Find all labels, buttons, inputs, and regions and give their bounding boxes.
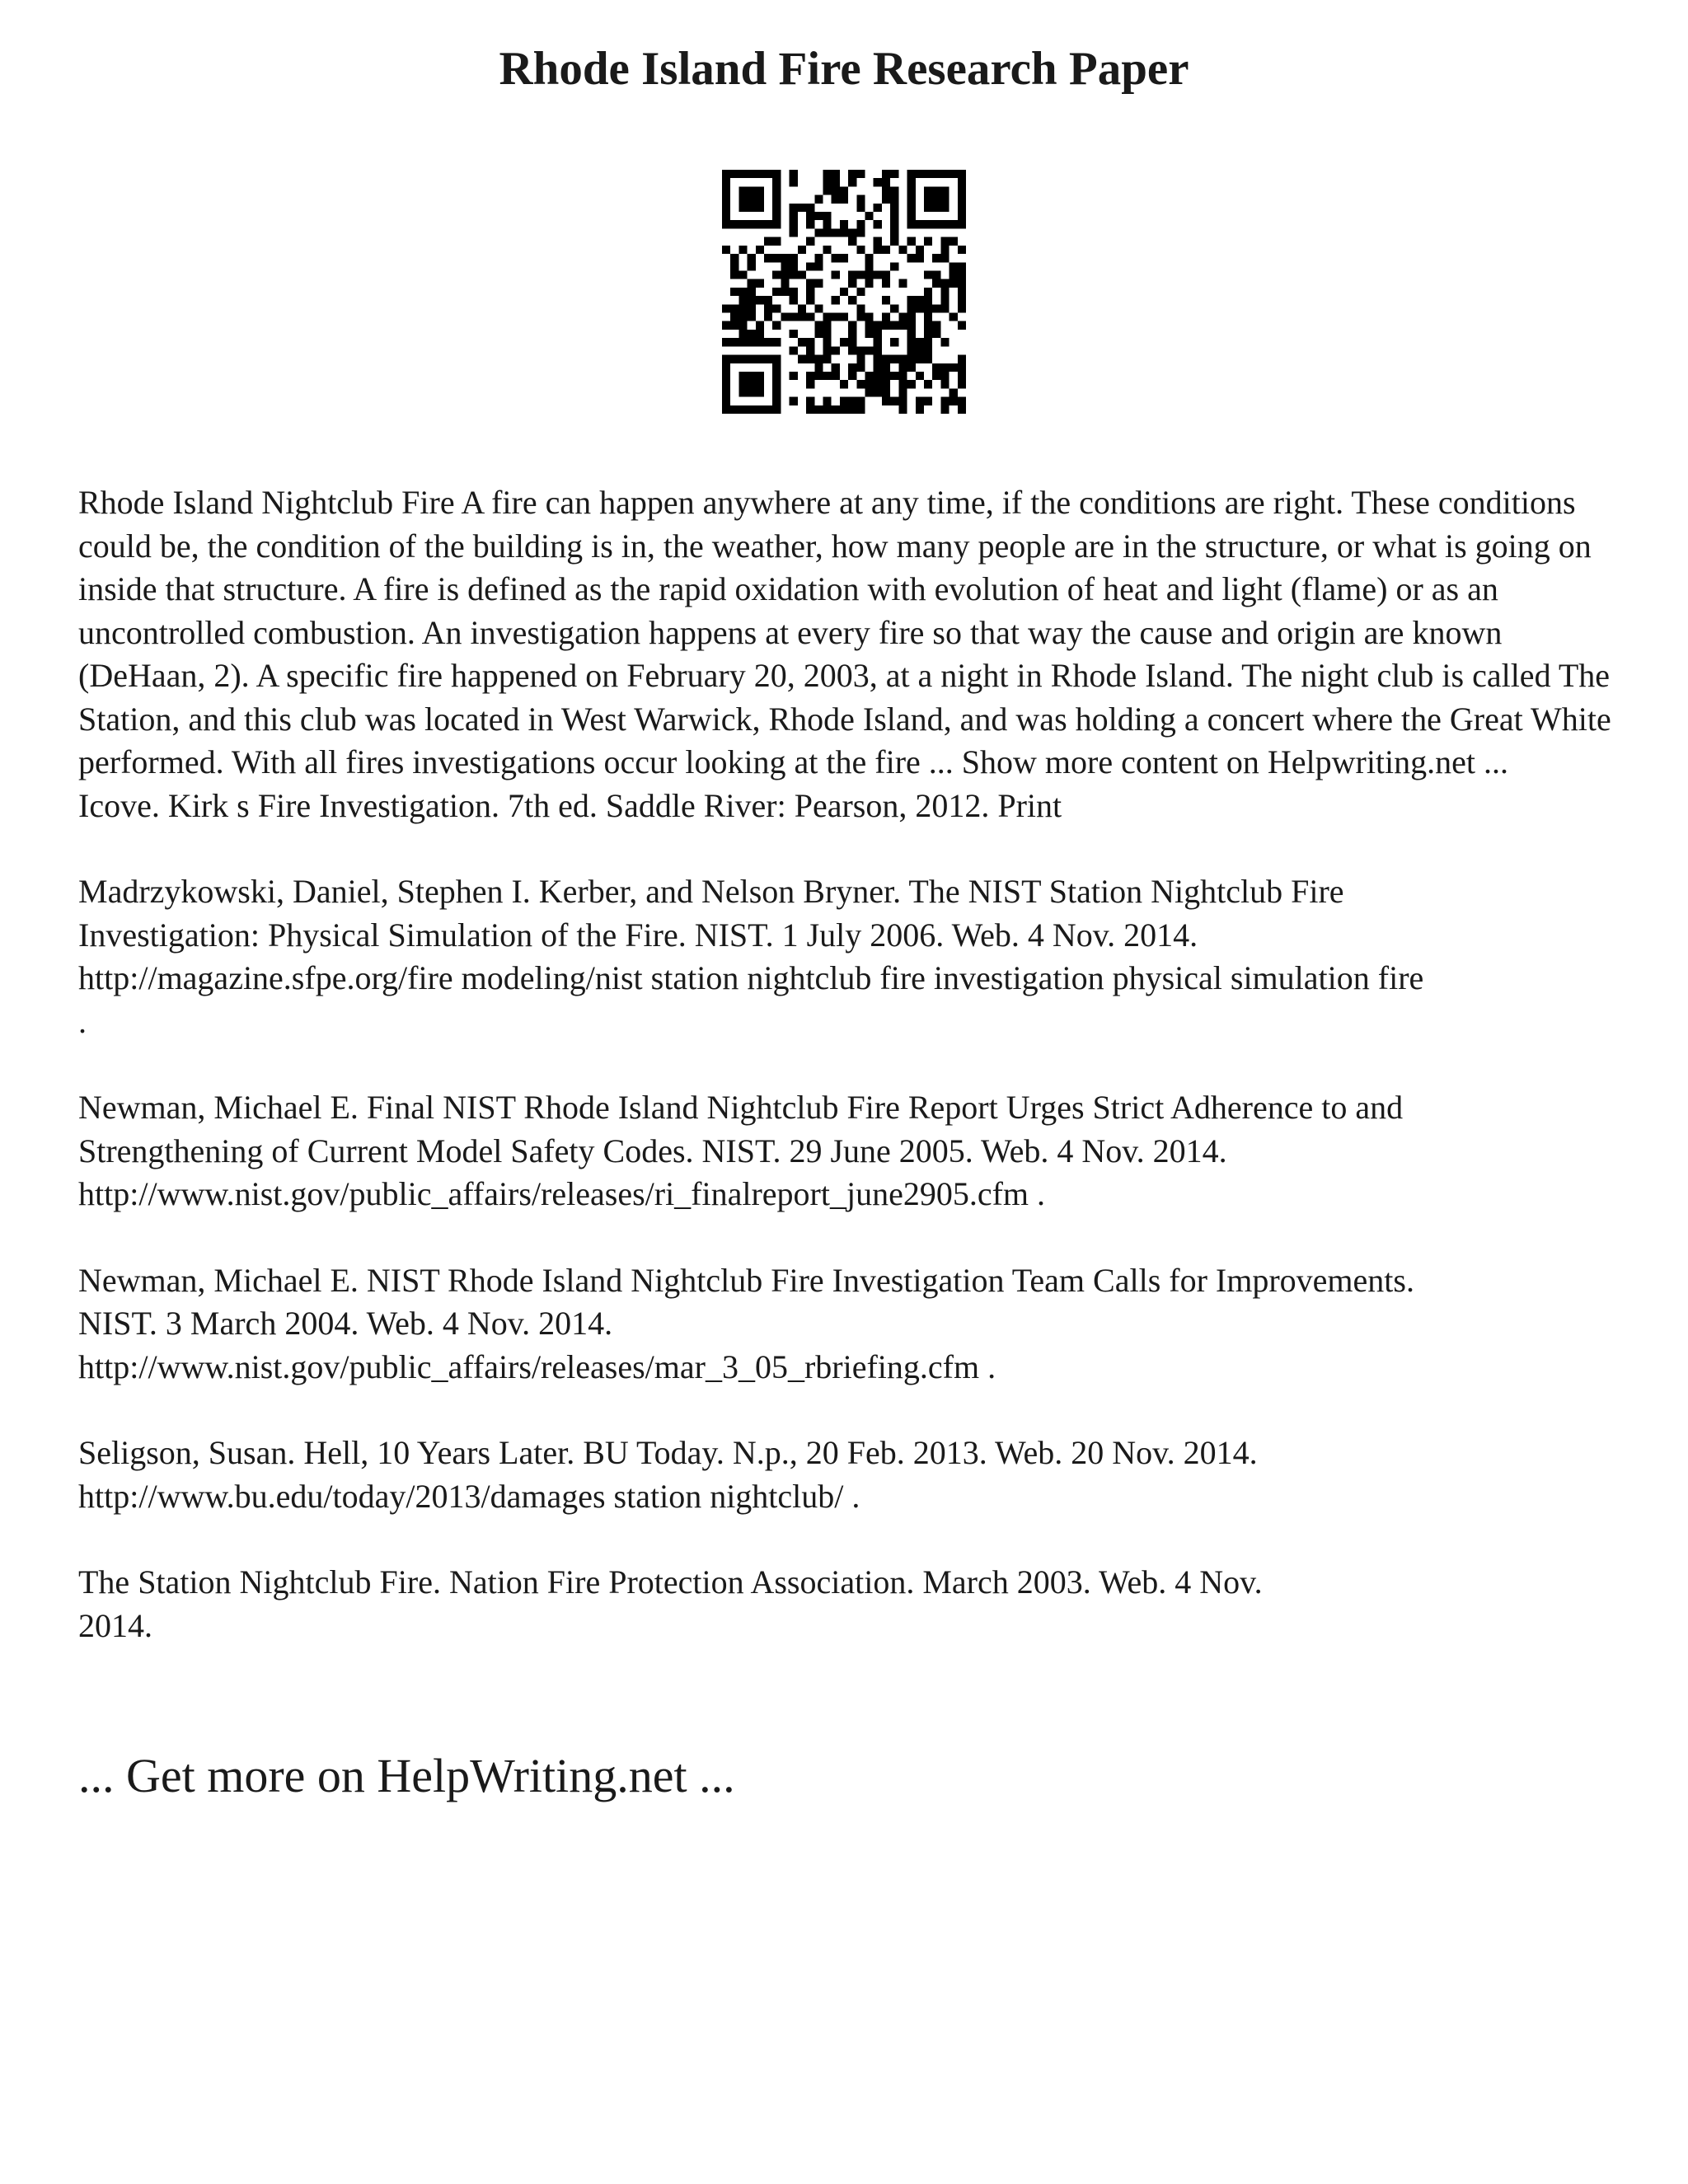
intro-citation: Icove. Kirk s Fire Investigation. 7th ed. Saddle River: Pearson, 2012. Print (78, 786, 1062, 824)
reference-list (78, 870, 1628, 1647)
reference-url: http://www.nist.gov/public_affairs/releases/ri_finalreport_june2905.cfm . (78, 1175, 1046, 1212)
reference-url: http://www.bu.edu/today/2013/damages station nightclub/ . (78, 1477, 860, 1515)
get-more-link[interactable]: ... Get more on HelpWriting.net ... (78, 1749, 735, 1802)
qr-code-icon (722, 170, 966, 414)
reference-line: Newman, Michael E. NIST Rhode Island Nightclub Fire Investigation Team Calls for Improvements. (78, 1261, 1414, 1299)
intro-text: Rhode Island Nightclub Fire A fire can happen anywhere at any time, if the conditions are right. These conditions could be, the condition of the building is in, the weather, how many people are in the structure, or what is going on inside that structure. A fire is defined as the rapid oxidation with evolution of heat and light (flame) or as an uncontrolled combustion. An investigation happens at every fire so that way the cause and origin are known (DeHaan, 2). A specific fire happened on February 20, 2003, at a night in Rhode Island. The night club is called The Station, and this club was located in West Warwick, Rhode Island, and was holding a concert where the Great White performed. With all fires investigations occur looking at the fire ... Show more content on Helpwriting.net ... (78, 484, 1611, 780)
page-title: Rhode Island Fire Research Paper (499, 43, 1189, 95)
reference-line: Strengthening of Current Model Safety Codes. NIST. 29 June 2005. Web. 4 Nov. 2014. (78, 1132, 1227, 1169)
document-body (78, 481, 1628, 1690)
reference-entry (78, 1432, 1628, 1518)
reference-entry (78, 1086, 1628, 1216)
reference-line: Newman, Michael E. Final NIST Rhode Island Nightclub Fire Report Urges Strict Adherence to and (78, 1089, 1404, 1126)
reference-entry (78, 870, 1628, 1043)
intro-paragraph (78, 481, 1628, 827)
reference-line: Seligson, Susan. Hell, 10 Years Later. BU Today. N.p., 20 Feb. 2013. Web. 20 Nov. 2014. (78, 1434, 1258, 1471)
reference-line: . (78, 1002, 87, 1040)
reference-line: 2014. (78, 1606, 152, 1644)
reference-url: http://www.nist.gov/public_affairs/releases/mar_3_05_rbriefing.cfm . (78, 1347, 996, 1385)
reference-line: Investigation: Physical Simulation of the Fire. NIST. 1 July 2006. Web. 4 Nov. 2014. (78, 916, 1198, 954)
reference-line: NIST. 3 March 2004. Web. 4 Nov. 2014. (78, 1305, 613, 1342)
reference-entry (78, 1259, 1628, 1390)
reference-line: Madrzykowski, Daniel, Stephen I. Kerber, and Nelson Bryner. The NIST Station Nightclub Fire (78, 873, 1344, 910)
reference-entry (78, 1561, 1628, 1647)
reference-url: http://magazine.sfpe.org/fire modeling/nist station nightclub fire investigation physical simulation fire (78, 959, 1424, 996)
reference-line: The Station Nightclub Fire. Nation Fire Protection Association. March 2003. Web. 4 Nov. (78, 1563, 1263, 1601)
